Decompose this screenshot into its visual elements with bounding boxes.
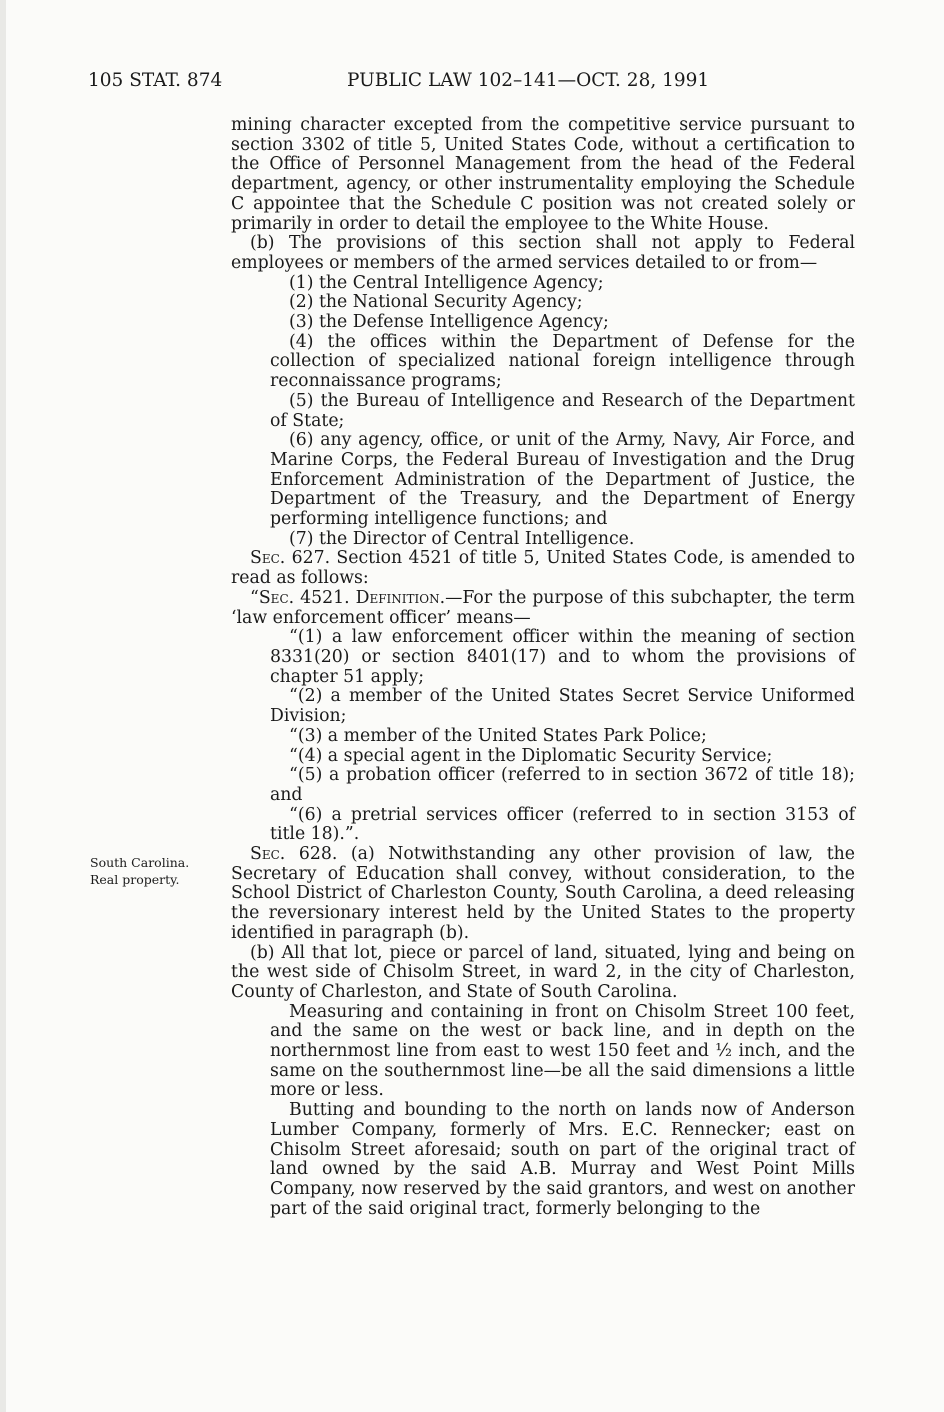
section-number: 4521. <box>294 587 356 608</box>
section-628 <box>231 845 855 944</box>
list-item: (3) the Defense Intelligence Agency; <box>289 312 609 333</box>
list-item: “(5) a probation officer (referred to in section 3672 of title 18); and <box>270 765 855 805</box>
page-reference: 105 STAT. 874 <box>88 70 223 91</box>
paragraph-intro: mining character excepted from the competitive service pursuant to section 3302 of title 5, United States Code, without a certification to the Office of Personnel Management from the head of the Federal department, agency, or other instrumentality employing the Schedule C appointee that the Schedule C position was not created solely or primarily in order to detail the employee to the White House. <box>231 115 855 234</box>
list-item: (4) the offices within the Department of Defense for the collection of specialized national foreign intelligence through reconnaissance programs; <box>270 331 855 392</box>
open-quote: “ <box>250 587 259 608</box>
body-text <box>231 116 855 1219</box>
section-4521 <box>231 589 855 628</box>
paragraph-subsection-b: (b) The provisions of this section shall not apply to Federal employees or members of the armed services detailed to or from— <box>231 233 855 273</box>
section-heading: Definition. <box>355 587 446 608</box>
margin-note-line: South Carolina. <box>90 855 190 870</box>
page-left-edge <box>0 0 6 1412</box>
paragraph-butting: Butting and bounding to the north on lands now of Anderson Lumber Company, formerly of Mrs. E.C. Rennecker; east on Chisolm Street aforesaid; south on part of the original tract of land owned by the said A.B. Murray and West Point Mills Company, now reserved by the said grantors, and west on another part of the said original tract, formerly belonging to the <box>270 1100 855 1219</box>
section-text: —For the purpose of this subchapter, the term ‘law enforcement officer’ means— <box>231 587 855 628</box>
section-627 <box>231 549 855 588</box>
list-item: “(3) a member of the United States Park Police; <box>289 725 707 746</box>
list-item: (5) the Bureau of Intelligence and Research of the Department of State; <box>270 390 855 431</box>
list-item: “(1) a law enforcement officer within the meaning of section 8331(20) or section 8401(17) and to whom the provisions of chapter 51 apply; <box>270 627 855 687</box>
list-item: (2) the National Security Agency; <box>289 292 583 313</box>
paragraph-628b: (b) All that lot, piece or parcel of land, situated, lying and being on the west side of Chisolm Street, in ward 2, in the city of Charleston, County of Charleston, and State of South Carolina. <box>231 942 855 1002</box>
list-item: “(6) a pretrial services officer (referred to in section 3153 of title 18).”. <box>270 804 855 845</box>
section-text: 628. (a) Notwithstanding any other provision of law, the Secretary of Education shall convey, without consideration, to the School District of Charleston County, South Carolina, a deed releasing the reversionary interest held by the United States to the property identified in paragraph (b). <box>231 844 855 943</box>
section-text: 627. Section 4521 of title 5, United States Code, is amended to read as follows: <box>231 548 855 589</box>
list-item: (6) any agency, office, or unit of the Army, Navy, Air Force, and Marine Corps, the Federal Bureau of Investigation and the Drug Enforcement Administration of the Department of Justice, the Department of the Treasury, and the Department of Energy performing intelligence functions; and <box>270 430 855 530</box>
list-item: (1) the Central Intelligence Agency; <box>289 272 604 293</box>
section-label: Sec. <box>258 587 295 608</box>
paragraph-measuring: Measuring and containing in front on Chisolm Street 100 feet, and the same on the west or back line, and in depth on the northernmost line from east to west 150 feet and ½ inch, and the same on the southernmost line—be all the said dimensions a little more or less. <box>270 1001 855 1101</box>
list-item: “(2) a member of the United States Secret Service Uniformed Division; <box>270 686 855 727</box>
list-item: “(4) a special agent in the Diplomatic Security Service; <box>289 745 773 766</box>
section-label: Sec. <box>250 844 286 865</box>
list-item: (7) the Director of Central Intelligence. <box>289 528 635 549</box>
running-title: PUBLIC LAW 102–141—OCT. 28, 1991 <box>347 70 710 91</box>
margin-note <box>90 854 189 888</box>
margin-note-line: Real property. <box>90 872 180 887</box>
section-label: Sec. <box>250 548 286 569</box>
